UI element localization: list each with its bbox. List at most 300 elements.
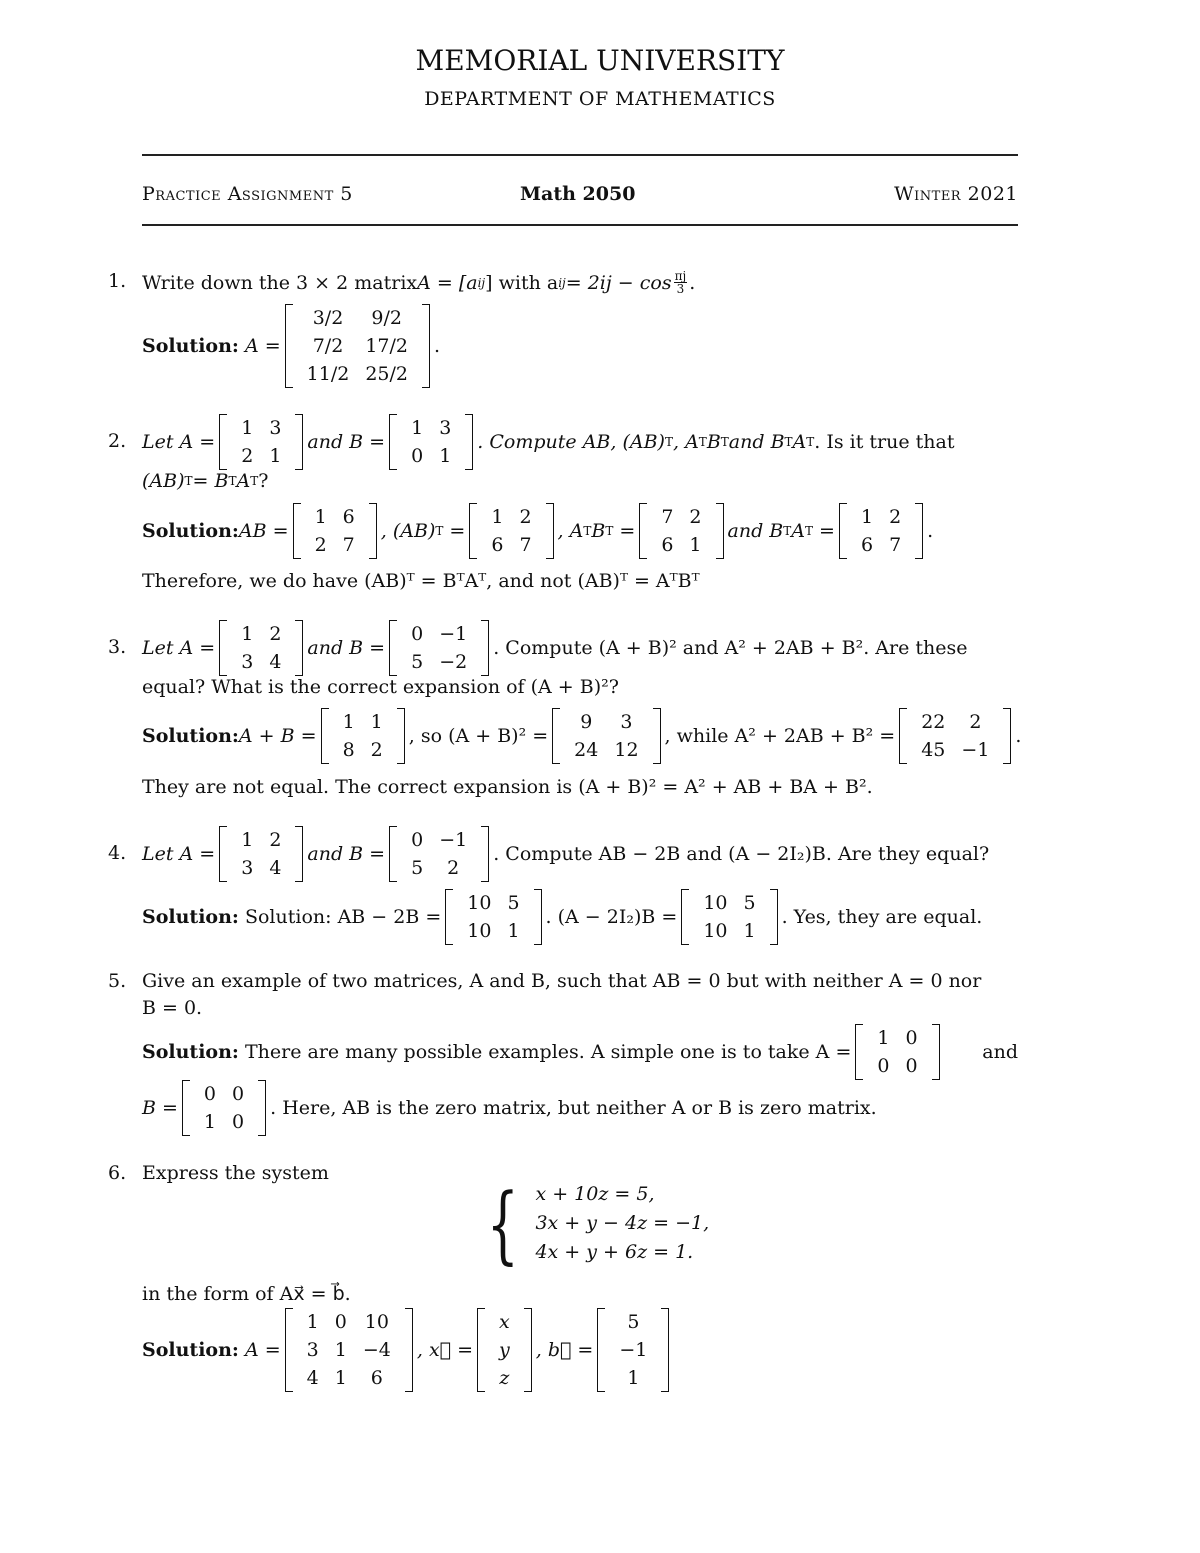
q6-solution: [142, 1310, 673, 1390]
q2-text: Let A =: [142, 431, 216, 453]
matrix-body: [459, 889, 527, 945]
matrix-entry: 1: [689, 534, 702, 556]
matrix-entry: 1: [334, 1339, 347, 1361]
matrix-entry: 2: [519, 506, 532, 528]
matrix-entry: 5: [743, 892, 756, 914]
matrix-row: [403, 620, 475, 648]
matrix-entry: 5: [411, 651, 424, 673]
q6-vector-x: [477, 1308, 532, 1392]
matrix-entry: 6: [661, 534, 674, 556]
q3-matrix-exp: [899, 708, 1011, 764]
q5-solution-text: There are many possible examples. A simple one is to take A =: [244, 1041, 852, 1063]
matrix-row: [233, 442, 289, 470]
matrix-entry: 1: [314, 506, 327, 528]
q1-question: Write down the 3 × 2 matrix A = [a ij ] with a ij = 2ij − cos $\frac{\pi j}{3}$ .: [142, 269, 696, 296]
matrix-entry: 3/2: [312, 307, 344, 329]
right-bracket: [653, 708, 661, 764]
matrix-body: [566, 708, 646, 764]
right-bracket: [369, 503, 377, 559]
q3-conclusion: [142, 776, 873, 798]
matrix-entry: 1: [342, 711, 355, 733]
matrix-body: [611, 1308, 655, 1392]
q3-question: [142, 620, 968, 676]
matrix-entry: 1: [306, 1311, 319, 1333]
matrix-entry: −1: [961, 739, 990, 761]
matrix-entry: 2: [314, 534, 327, 556]
matrix-row: [233, 826, 289, 854]
q5-question-line2: [142, 997, 202, 1019]
right-bracket: [397, 708, 405, 764]
matrix-entry: 5: [507, 892, 520, 914]
matrix-body: [483, 503, 539, 559]
q2-text: , A: [672, 431, 699, 453]
q6-number: 6.: [108, 1162, 127, 1184]
matrix-row: [403, 442, 459, 470]
q3-solution-text: , so (A + B)² =: [408, 725, 549, 747]
q1-solution-text: A =: [244, 335, 281, 357]
q1-text: Write down the 3 × 2 matrix: [142, 271, 418, 294]
right-bracket: [546, 503, 554, 559]
matrix-entry: 8: [342, 739, 355, 761]
solution-label: Solution:: [142, 520, 239, 542]
matrix-body: [913, 708, 997, 764]
matrix-entry: 3: [241, 651, 254, 673]
q2-text: B: [706, 431, 721, 453]
q5-text: Give an example of two matrices, A and B, such that AB = 0 but with neither A = 0 nor: [142, 970, 982, 992]
q4-solution: [142, 889, 982, 945]
q4-matrix-a: [219, 826, 303, 882]
matrix-row: [611, 1364, 655, 1392]
matrix-entry: 0: [905, 1027, 918, 1049]
q2-text: ?: [258, 470, 269, 492]
q5-solution-line1: [142, 1024, 1018, 1080]
matrix-entry: 1: [507, 920, 520, 942]
matrix-entry: 3: [269, 417, 282, 439]
matrix-entry: 2: [969, 711, 982, 733]
matrix-row: [491, 1308, 518, 1336]
q1-text: = 2ij − cos: [565, 271, 672, 294]
q4-solution-text: . Yes, they are equal.: [781, 906, 983, 928]
matrix-row: [483, 503, 539, 531]
matrix-entry: 1: [877, 1027, 890, 1049]
right-bracket: [258, 1080, 266, 1136]
matrix-entry: 10: [703, 920, 728, 942]
matrix-entry: 6: [370, 1367, 383, 1389]
q2-text: A: [792, 431, 807, 453]
q2-solution-text: and B: [727, 520, 784, 542]
assignment-label: Practice Assignment 5: [142, 183, 353, 205]
q4-solution-text: . (A − 2I₂)B =: [545, 906, 678, 928]
left-bracket: [597, 1308, 605, 1392]
matrix-row: [695, 917, 763, 945]
q6-text: Express the system: [142, 1162, 329, 1184]
q5-matrix-b: [182, 1080, 266, 1136]
matrix-row: [491, 1336, 518, 1364]
matrix-entry: 1: [491, 506, 504, 528]
q6-text: in the form of Ax⃗ = b⃗.: [142, 1283, 351, 1305]
matrix-body: [491, 1308, 518, 1392]
q2-matrix-atbt: [639, 503, 723, 559]
solution-label: Solution:: [142, 1041, 239, 1063]
q4-matrix-2: [681, 889, 777, 945]
matrix-entry: 1: [743, 920, 756, 942]
matrix-entry: 7: [519, 534, 532, 556]
matrix-entry: 7: [889, 534, 902, 556]
matrix-body: [853, 503, 909, 559]
q6-system: [476, 1174, 710, 1273]
left-bracket: [477, 1308, 485, 1392]
q1-text: ] with a: [485, 271, 559, 294]
matrix-row: [299, 360, 416, 388]
matrix-row: [403, 648, 475, 676]
matrix-body: [299, 1308, 399, 1392]
q1-matrix: [285, 304, 430, 388]
matrix-entry: 0: [411, 623, 424, 645]
brace-icon: {: [486, 1174, 519, 1273]
matrix-row: [869, 1024, 925, 1052]
matrix-row: [853, 503, 909, 531]
q4-text: and B =: [307, 843, 386, 865]
q5-text: B = 0.: [142, 997, 203, 1019]
q6-solution-text: , x⃗ =: [416, 1339, 474, 1361]
matrix-entry: 1: [411, 417, 424, 439]
left-bracket: [855, 1024, 863, 1080]
matrix-entry: y: [499, 1339, 510, 1361]
right-bracket: [481, 620, 489, 676]
matrix-row: [403, 854, 475, 882]
q1-number: 1.: [108, 270, 127, 292]
q2-text: = B: [192, 470, 229, 492]
matrix-row: [611, 1336, 655, 1364]
right-bracket: [405, 1308, 413, 1392]
left-bracket: [839, 503, 847, 559]
matrix-row: [695, 889, 763, 917]
q4-matrix-b: [389, 826, 489, 882]
q6-vector-b: [597, 1308, 669, 1392]
left-bracket: [389, 620, 397, 676]
matrix-entry: −1: [619, 1339, 648, 1361]
solution-label: Solution:: [142, 725, 239, 747]
q2-text: A: [236, 470, 251, 492]
q3-matrix-b: [389, 620, 489, 676]
matrix-row: [459, 917, 527, 945]
university-title: MEMORIAL UNIVERSITY: [415, 44, 785, 77]
matrix-body: [299, 304, 416, 388]
matrix-entry: 6: [491, 534, 504, 556]
left-bracket: [681, 889, 689, 945]
matrix-body: [196, 1080, 252, 1136]
right-bracket: [295, 620, 303, 676]
matrix-entry: x: [499, 1311, 510, 1333]
q3-solution: Solution: A + B = 1 1 8 2 , so (A + B)² = 9 3 24 12 , while A² + 2AB + B² = 22 2 45 −1 .: [142, 708, 1021, 764]
matrix-entry: 4: [269, 857, 282, 879]
q2-text: . Is it true that: [814, 431, 955, 453]
matrix-body: [307, 503, 363, 559]
q3-matrix-a: [219, 620, 303, 676]
matrix-row: [653, 503, 709, 531]
matrix-entry: 1: [439, 445, 452, 467]
solution-label: Solution:: [142, 335, 239, 357]
q3-text: equal? What is the correct expansion of (A + B)²?: [142, 676, 619, 698]
q3-matrix-sq: [552, 708, 660, 764]
matrix-row: [403, 414, 459, 442]
matrix-row: [566, 736, 646, 764]
matrix-entry: 45: [921, 739, 946, 761]
q1-text: A = [a: [417, 271, 478, 294]
matrix-row: [299, 304, 416, 332]
q2-solution-text: AB =: [238, 520, 289, 542]
q2-matrix-btat: [839, 503, 923, 559]
matrix-entry: 0: [411, 829, 424, 851]
q3-matrix-sum: [321, 708, 405, 764]
matrix-row: [299, 1364, 399, 1392]
matrix-entry: 17/2: [365, 335, 408, 357]
course-label: Math 2050: [520, 183, 636, 205]
q5-solution-text: . Here, AB is the zero matrix, but neither A or B is zero matrix.: [270, 1097, 877, 1119]
matrix-row: [299, 1336, 399, 1364]
left-bracket: [552, 708, 560, 764]
left-bracket: [469, 503, 477, 559]
matrix-row: [233, 854, 289, 882]
matrix-entry: 1: [203, 1111, 217, 1133]
left-bracket: [219, 826, 227, 882]
matrix-body: [233, 826, 289, 882]
matrix-entry: 3: [241, 857, 254, 879]
matrix-entry: 0: [905, 1055, 918, 1077]
matrix-row: [335, 736, 391, 764]
matrix-row: [233, 648, 289, 676]
right-bracket: [295, 414, 303, 470]
q2-text: (AB): [142, 470, 185, 492]
matrix-entry: 25/2: [365, 363, 408, 385]
matrix-entry: 2: [269, 829, 282, 851]
matrix-row: [913, 708, 997, 736]
matrix-body: [653, 503, 709, 559]
left-bracket: [219, 414, 227, 470]
q6-solution-text: A =: [244, 1339, 281, 1361]
bottom-rule: [142, 224, 1018, 226]
matrix-entry: 6: [342, 506, 355, 528]
matrix-row: [403, 826, 475, 854]
matrix-row: [335, 708, 391, 736]
q2-text: and B =: [307, 431, 386, 453]
matrix-row: [233, 620, 289, 648]
matrix-entry: 1: [241, 623, 254, 645]
matrix-entry: 1: [269, 445, 282, 467]
matrix-entry: 2: [447, 857, 460, 879]
matrix-body: [335, 708, 391, 764]
q5-solution-line2: [142, 1080, 877, 1136]
q2-solution-text: , (AB): [380, 520, 436, 542]
left-bracket: [445, 889, 453, 945]
right-bracket: [422, 304, 430, 388]
matrix-row: [566, 708, 646, 736]
left-bracket: [389, 414, 397, 470]
matrix-entry: 1: [241, 417, 254, 439]
q3-text: . Compute (A + B)² and A² + 2AB + B². Are these: [493, 637, 968, 659]
q2-matrix-abt: [469, 503, 553, 559]
matrix-row: [913, 736, 997, 764]
matrix-row: [611, 1308, 655, 1336]
solution-label: Solution:: [142, 1339, 239, 1361]
q2-solution-text: , A: [557, 520, 584, 542]
matrix-entry: z: [499, 1367, 510, 1389]
matrix-entry: 9/2: [371, 307, 402, 329]
matrix-entry: 0: [232, 1083, 245, 1105]
matrix-entry: 4: [306, 1367, 319, 1389]
matrix-entry: 9: [580, 711, 593, 733]
matrix-row: [233, 414, 289, 442]
matrix-entry: 10: [364, 1311, 389, 1333]
right-bracket: [716, 503, 724, 559]
matrix-row: [483, 531, 539, 559]
matrix-entry: 7: [342, 534, 355, 556]
right-bracket: [481, 826, 489, 882]
matrix-entry: 3: [439, 417, 452, 439]
matrix-entry: 4: [269, 651, 282, 673]
matrix-body: [403, 414, 459, 470]
left-bracket: [389, 826, 397, 882]
matrix-row: [299, 1308, 399, 1336]
q2-question: Let A = 1 3 2 1 and B = 1 3 0 1 . Compute AB, (AB) T , A T B T and B T A T . Is it true that: [142, 414, 955, 470]
matrix-body: [233, 414, 289, 470]
matrix-entry: 0: [411, 445, 424, 467]
matrix-row: [196, 1080, 252, 1108]
q2-conclusion: [142, 570, 700, 592]
department-title: DEPARTMENT OF MATHEMATICS: [424, 88, 776, 110]
q5-question-line1: [142, 970, 981, 992]
matrix-entry: 2: [889, 506, 902, 528]
q1-fraction: $\frac{\pi j}{3}$: [674, 269, 687, 296]
matrix-body: [695, 889, 763, 945]
q5-solution-text: and: [982, 1041, 1018, 1063]
matrix-entry: 22: [921, 711, 946, 733]
matrix-row: [307, 503, 363, 531]
q4-solution-text: Solution: AB − 2B =: [244, 906, 442, 928]
q5-matrix-a: [855, 1024, 939, 1080]
matrix-entry: 1: [860, 506, 874, 528]
q6-solution-text: , b⃗ =: [535, 1339, 594, 1361]
matrix-entry: 7: [661, 506, 674, 528]
matrix-entry: 7/2: [312, 335, 344, 357]
q6-matrix-a: [285, 1308, 413, 1392]
q2-solution: Solution: AB = 1 6 2 7 , (AB) T = 1 2 6 7 , A T B T = 7 2 6 1 and B T A T = 1 2 6 7 .: [142, 503, 933, 559]
left-bracket: [899, 708, 907, 764]
right-bracket: [770, 889, 778, 945]
matrix-row: [307, 531, 363, 559]
q6-equation: 3x + y − 4z = −1,: [535, 1212, 710, 1234]
q2-matrix-b: [389, 414, 473, 470]
matrix-entry: 6: [860, 534, 874, 556]
left-bracket: [285, 1308, 293, 1392]
q3-text: Let A =: [142, 637, 216, 659]
matrix-entry: −4: [362, 1339, 391, 1361]
matrix-entry: −2: [439, 651, 468, 673]
left-bracket: [219, 620, 227, 676]
q3-text: and B =: [307, 637, 386, 659]
left-bracket: [293, 503, 301, 559]
matrix-entry: 5: [411, 857, 424, 879]
q6-equation: x + 10z = 5,: [535, 1183, 655, 1205]
matrix-entry: 1: [370, 711, 383, 733]
matrix-entry: 0: [232, 1111, 245, 1133]
matrix-entry: 1: [334, 1367, 347, 1389]
q2-question-line2: (AB) T = B T A T ?: [142, 470, 269, 492]
right-bracket: [661, 1308, 669, 1392]
right-bracket: [295, 826, 303, 882]
matrix-entry: 24: [574, 739, 599, 761]
left-bracket: [321, 708, 329, 764]
q5-solution-text: B =: [142, 1097, 178, 1119]
q2-number: 2.: [108, 430, 127, 452]
matrix-row: [459, 889, 527, 917]
matrix-entry: 2: [689, 506, 702, 528]
q2-text: . Compute AB, (AB): [477, 431, 665, 453]
matrix-row: [853, 531, 909, 559]
q3-solution-text: , while A² + 2AB + B² =: [664, 725, 896, 747]
q3-conclusion-text: They are not equal. The correct expansion is (A + B)² = A² + AB + BA + B².: [142, 776, 873, 798]
q6-form: [142, 1283, 351, 1305]
matrix-entry: 3: [306, 1339, 319, 1361]
matrix-entry: 3: [620, 711, 633, 733]
matrix-entry: 2: [370, 739, 383, 761]
q4-matrix-1: [445, 889, 541, 945]
left-bracket: [285, 304, 293, 388]
q4-text: Let A =: [142, 843, 216, 865]
right-bracket: [534, 889, 542, 945]
q1-solution: Solution: A = 3/2 9/2 7/2 17/2 11/2 25/2 .: [142, 306, 440, 386]
matrix-entry: 0: [203, 1083, 217, 1105]
matrix-body: [403, 826, 475, 882]
matrix-row: [299, 332, 416, 360]
matrix-row: [653, 531, 709, 559]
matrix-entry: 0: [877, 1055, 890, 1077]
right-bracket: [465, 414, 473, 470]
matrix-entry: 1: [241, 829, 254, 851]
matrix-row: [491, 1364, 518, 1392]
solution-label: Solution:: [142, 906, 239, 928]
matrix-body: [233, 620, 289, 676]
q4-number: 4.: [108, 842, 127, 864]
matrix-row: [196, 1108, 252, 1136]
matrix-entry: 5: [627, 1311, 640, 1333]
matrix-body: [869, 1024, 925, 1080]
matrix-entry: 11/2: [306, 363, 350, 385]
left-bracket: [182, 1080, 190, 1136]
matrix-entry: 12: [614, 739, 639, 761]
matrix-entry: 1: [627, 1367, 640, 1389]
matrix-row: [869, 1052, 925, 1080]
matrix-body: [403, 620, 475, 676]
q2-matrix-ab: [293, 503, 377, 559]
q6-question-line1: [142, 1162, 329, 1184]
q2-text: and B: [728, 431, 785, 453]
q2-matrix-a: [219, 414, 303, 470]
matrix-entry: 2: [241, 445, 254, 467]
matrix-entry: 0: [334, 1311, 347, 1333]
q5-number: 5.: [108, 970, 127, 992]
matrix-entry: 2: [269, 623, 282, 645]
q3-number: 3.: [108, 636, 127, 658]
matrix-entry: 10: [467, 892, 492, 914]
right-bracket: [932, 1024, 940, 1080]
matrix-entry: 10: [703, 892, 728, 914]
matrix-entry: −1: [439, 829, 468, 851]
left-bracket: [639, 503, 647, 559]
q4-question: [142, 826, 989, 882]
right-bracket: [1003, 708, 1011, 764]
top-rule: [142, 154, 1018, 156]
